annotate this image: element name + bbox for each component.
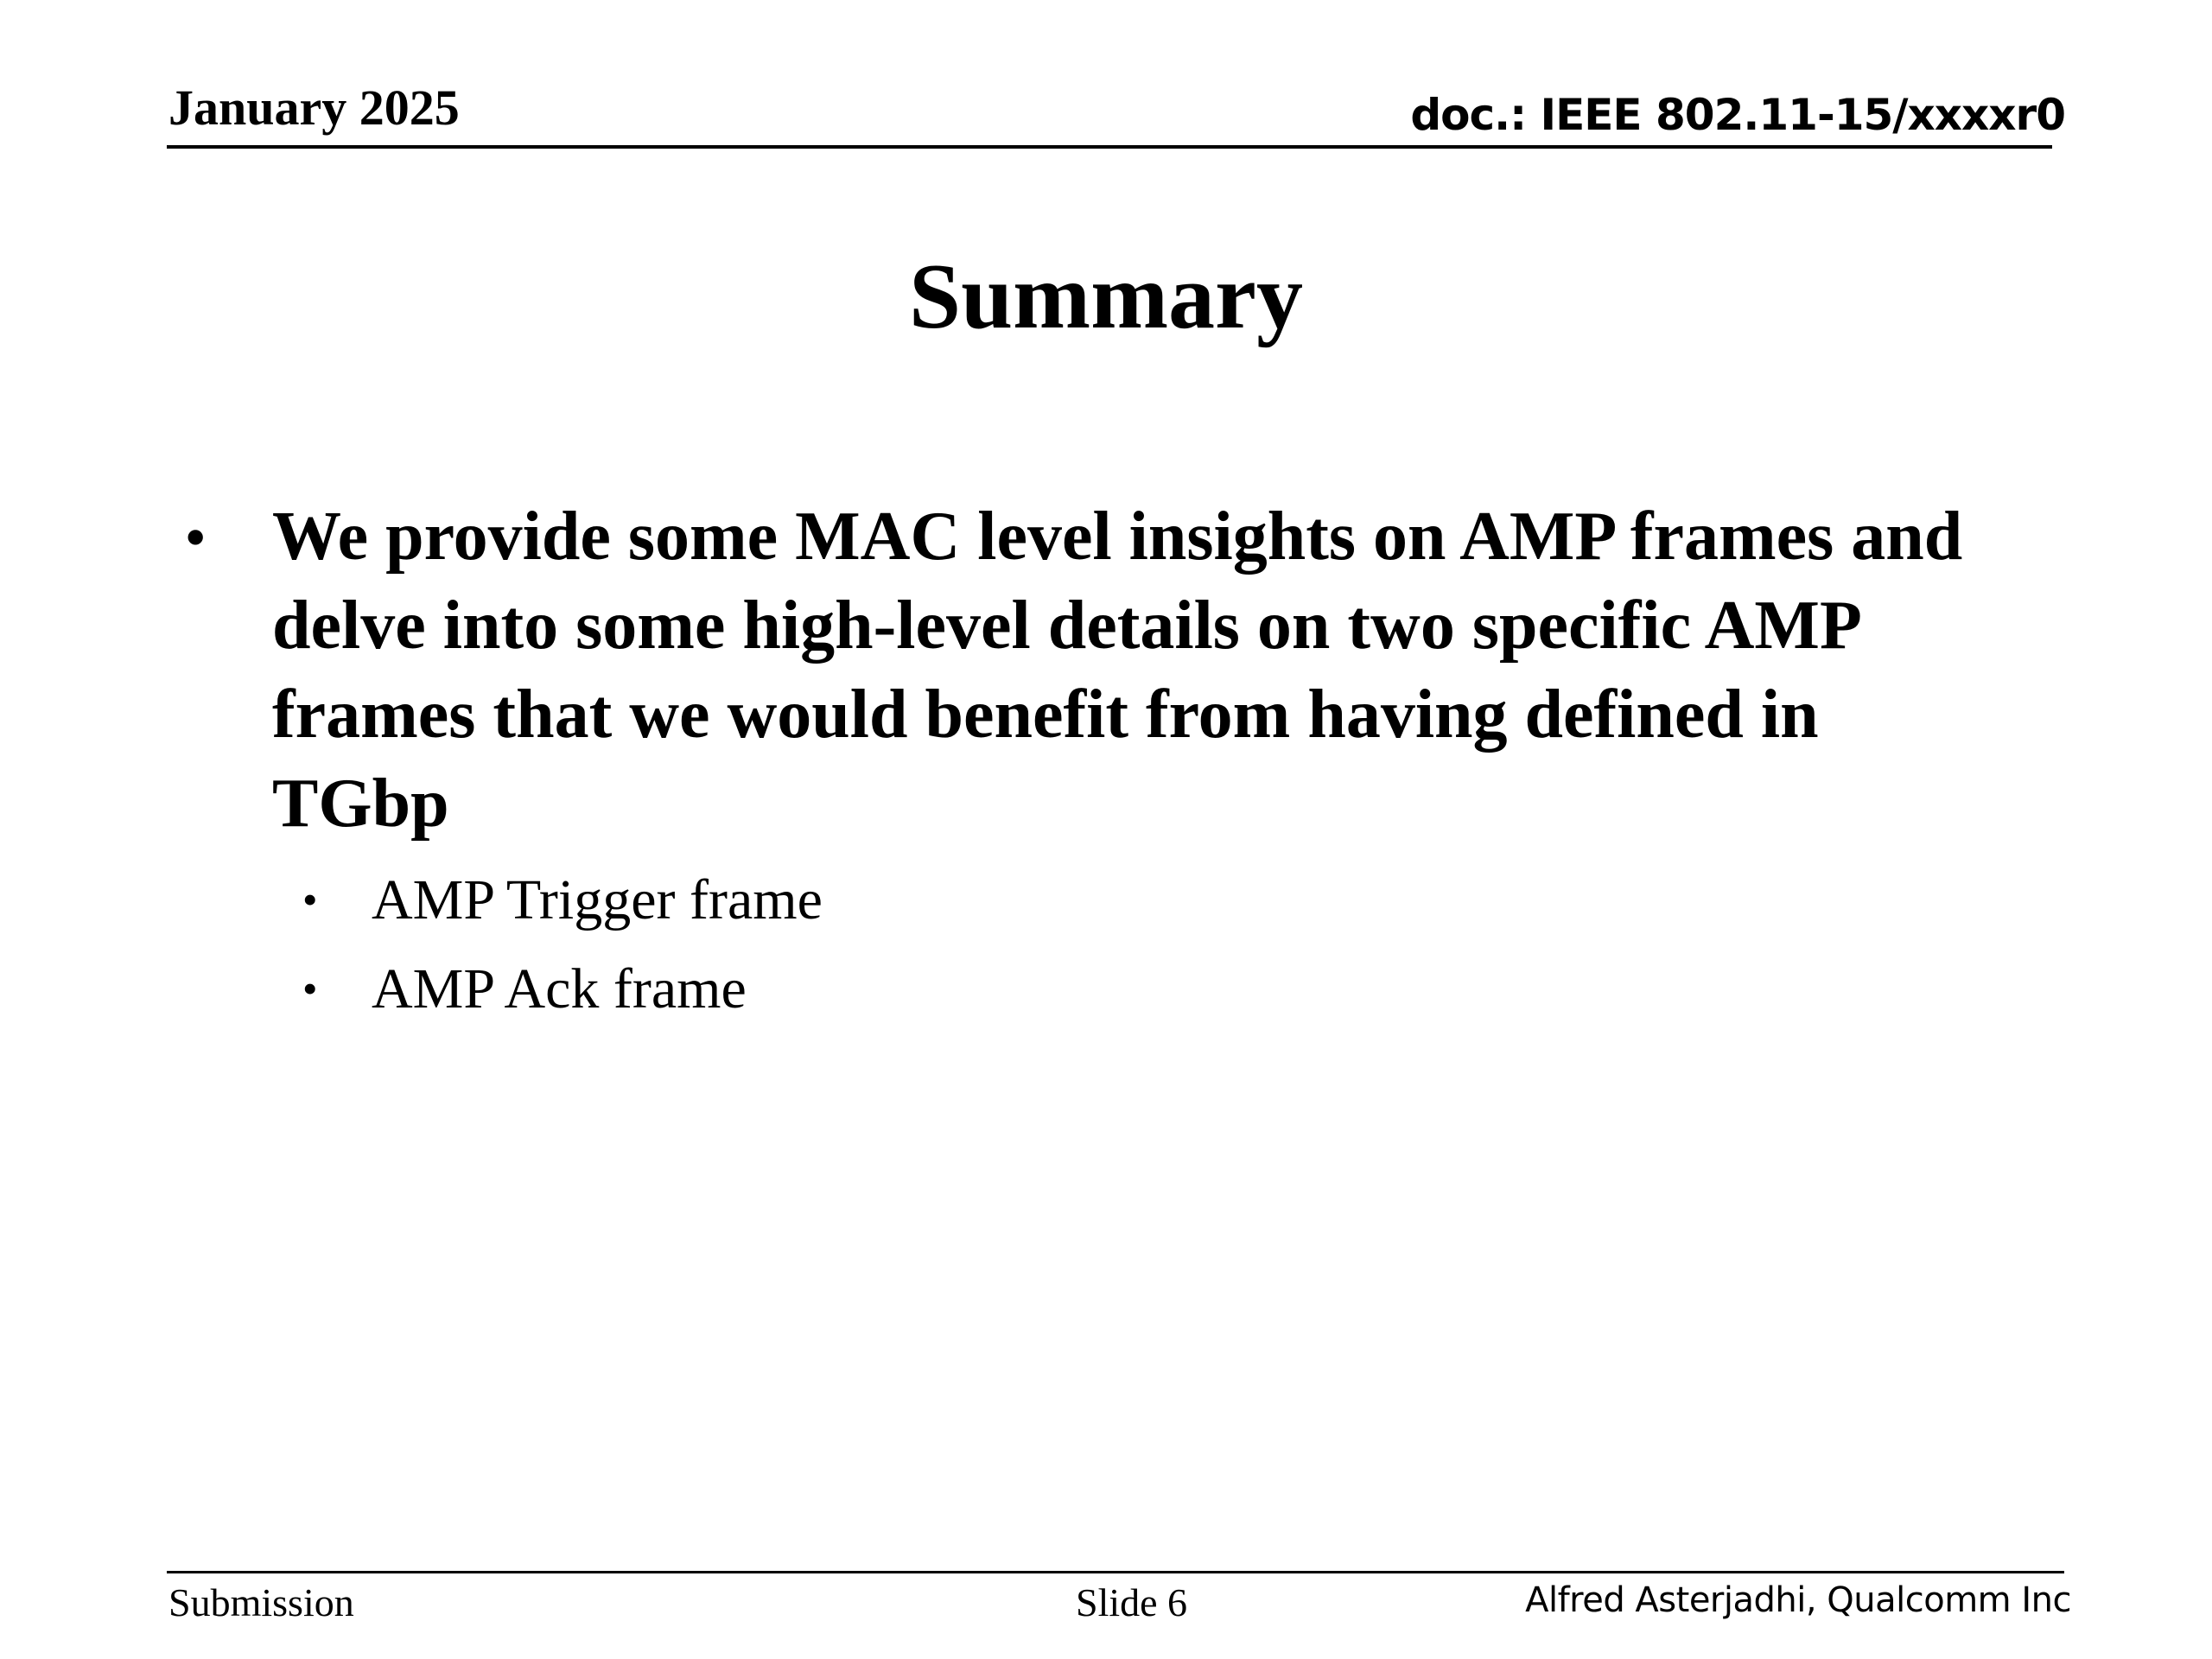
sub-bullet-marker: • — [302, 875, 318, 924]
sub-bullet-text: AMP Trigger frame — [372, 868, 823, 931]
slide-content — [186, 493, 2061, 1033]
header-divider — [167, 145, 2052, 149]
bullet-marker: • — [186, 506, 206, 568]
header-date: January 2025 — [168, 79, 460, 136]
sub-bullet-marker: • — [302, 964, 318, 1013]
bullet-text: We provide some MAC level insights on AMP frames and delve into some high-level details on two specific AMP frames that we would benefit from having defined in TGbp — [272, 499, 1980, 842]
footer-author: Alfred Asterjadhi, Qualcomm Inc — [1525, 1580, 2071, 1620]
footer-slide-number: Slide 6 — [1076, 1580, 1188, 1624]
bullet-item — [186, 493, 2061, 849]
sub-bullet-list — [186, 855, 2061, 1033]
sub-bullet-item — [186, 944, 2061, 1033]
header-doc-id: doc.: IEEE 802.11-15/xxxxr0 — [1410, 90, 2065, 140]
sub-bullet-item — [186, 855, 2061, 944]
sub-bullet-text: AMP Ack frame — [372, 957, 747, 1020]
slide-title: Summary — [909, 245, 1303, 348]
footer-submission: Submission — [168, 1580, 354, 1624]
footer-divider — [167, 1571, 2064, 1573]
